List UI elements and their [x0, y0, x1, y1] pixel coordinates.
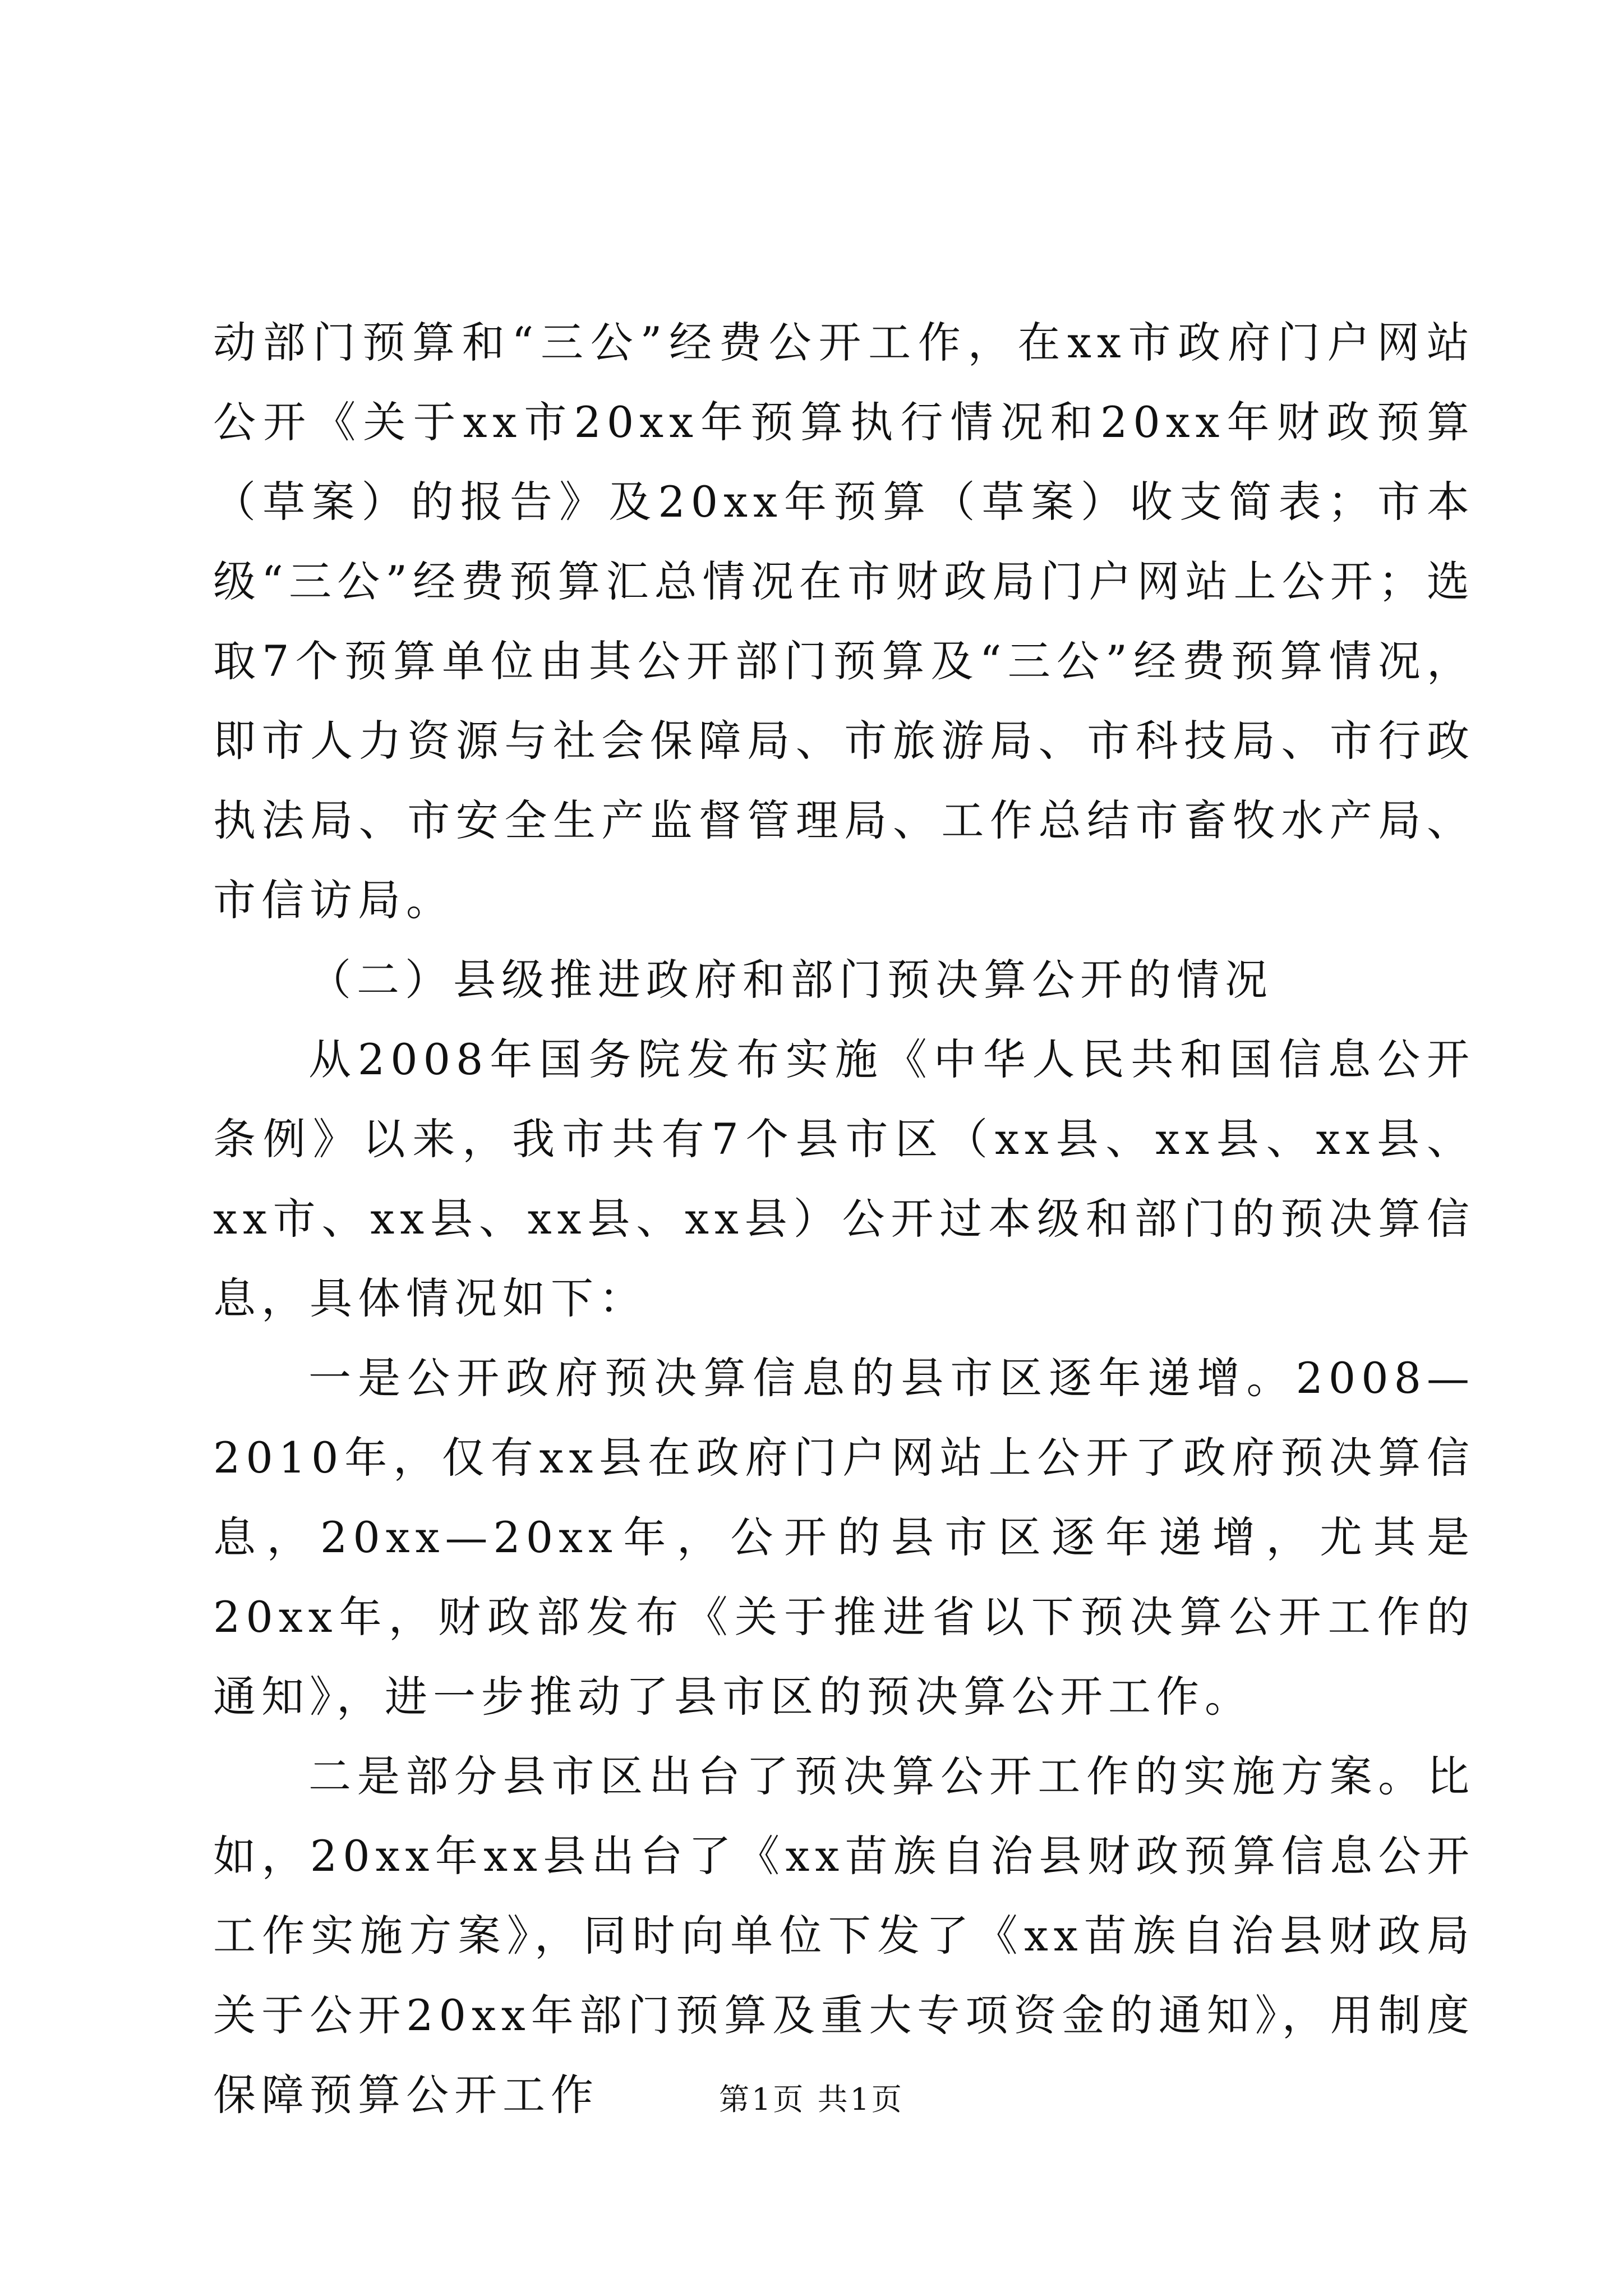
page-number-footer: 第1页 共1页 [719, 2082, 904, 2117]
paragraph-point-one: 一是公开政府预决算信息的县市区逐年递增。2008—2010年，仅有xx县在政府门户网站上公开了政府预决算信息，20xx—20xx年，公开的县市区逐年递增，尤其是20xx年，财政部发布《关于推进省以下预决算公开工作的通知》，进一步推动了县市区的预决算公开工作。 [213, 1353, 1475, 1722]
paragraph-county-overview: 从2008年国务院发布实施《中华人民共和国信息公开条例》以来，我市共有7个县市区（xx县、xx县、xx县、xx市、xx县、xx县、xx县）公开过本级和部门的预决算信息，具体情况如下： [213, 1034, 1475, 1323]
paragraph-point-two: 二是部分县市区出台了预决算公开工作的实施方案。比如，20xx年xx县出台了《xx苗族自治县财政预算信息公开工作实施方案》，同时向单位下发了《xx苗族自治县财政局关于公开20xx年部门预算及重大专项资金的通知》，用制度保障预算公开工作 [213, 1751, 1475, 2120]
document-body [213, 303, 1475, 2135]
paragraph-budget-disclosure: 动部门预算和“三公”经费公开工作，在xx市政府门户网站公开《关于xx市20xx年预算执行情况和20xx年财政预算（草案）的报告》及20xx年预算（草案）收支简表；市本级“三公”经费预算汇总情况在市财政局门户网站上公开；选取7个预算单位由其公开部门预算及“三公”经费预算情况，即市人力资源与社会保障局、市旅游局、市科技局、市行政执法局、市安全生产监督管理局、工作总结市畜牧水产局、市信访局。 [213, 318, 1475, 925]
section-heading-county-level: （二）县级推进政府和部门预决算公开的情况 [308, 955, 1273, 1005]
